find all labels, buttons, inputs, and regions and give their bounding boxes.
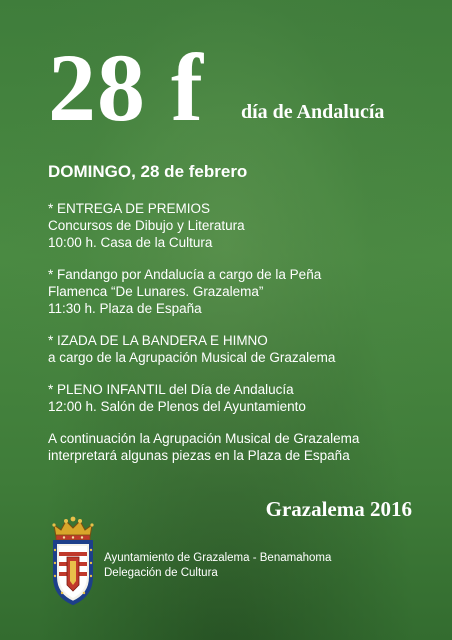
headline-title: 28 f	[48, 34, 204, 141]
headline-subtitle: día de Andalucía	[241, 101, 385, 123]
event-awards	[48, 200, 428, 251]
event-line: Flamenca “De Lunares. Grazalema”	[48, 284, 264, 299]
organizer-name: Ayuntamiento de Grazalema - Benamahoma	[104, 552, 332, 564]
event-line: 12:00 h. Salón de Plenos del Ayuntamiento	[48, 399, 306, 414]
event-children-plenary	[48, 381, 428, 415]
coat-of-arms-icon	[50, 515, 96, 605]
event-line: 11:30 h. Plaza de España	[48, 301, 202, 316]
event-line: a cargo de la Agrupación Musical de Grazalema	[48, 350, 336, 365]
event-line: * IZADA DE LA BANDERA E HIMNO	[48, 333, 268, 348]
footer-title: Grazalema 2016	[265, 497, 412, 521]
crown-icon	[52, 517, 93, 540]
event-line: * ENTREGA DE PREMIOS	[48, 201, 211, 216]
event-flag-raising	[48, 332, 428, 366]
event-line: Concursos de Dibujo y Literatura	[48, 218, 245, 233]
date-heading: DOMINGO, 28 de febrero	[48, 162, 248, 181]
closing-note	[48, 430, 428, 464]
organizer-block	[104, 551, 331, 581]
event-line: 10:00 h. Casa de la Cultura	[48, 235, 213, 250]
event-line: * Fandango por Andalucía a cargo de la Peña	[48, 267, 322, 282]
event-fandango	[48, 266, 428, 317]
organizer-department: Delegación de Cultura	[104, 567, 218, 579]
closing-line: interpretará algunas piezas en la Plaza de España	[48, 448, 350, 463]
event-line: * PLENO INFANTIL del Día de Andalucía	[48, 382, 294, 397]
closing-line: A continuación la Agrupación Musical de Grazalema	[48, 431, 360, 446]
event-list	[48, 200, 428, 464]
